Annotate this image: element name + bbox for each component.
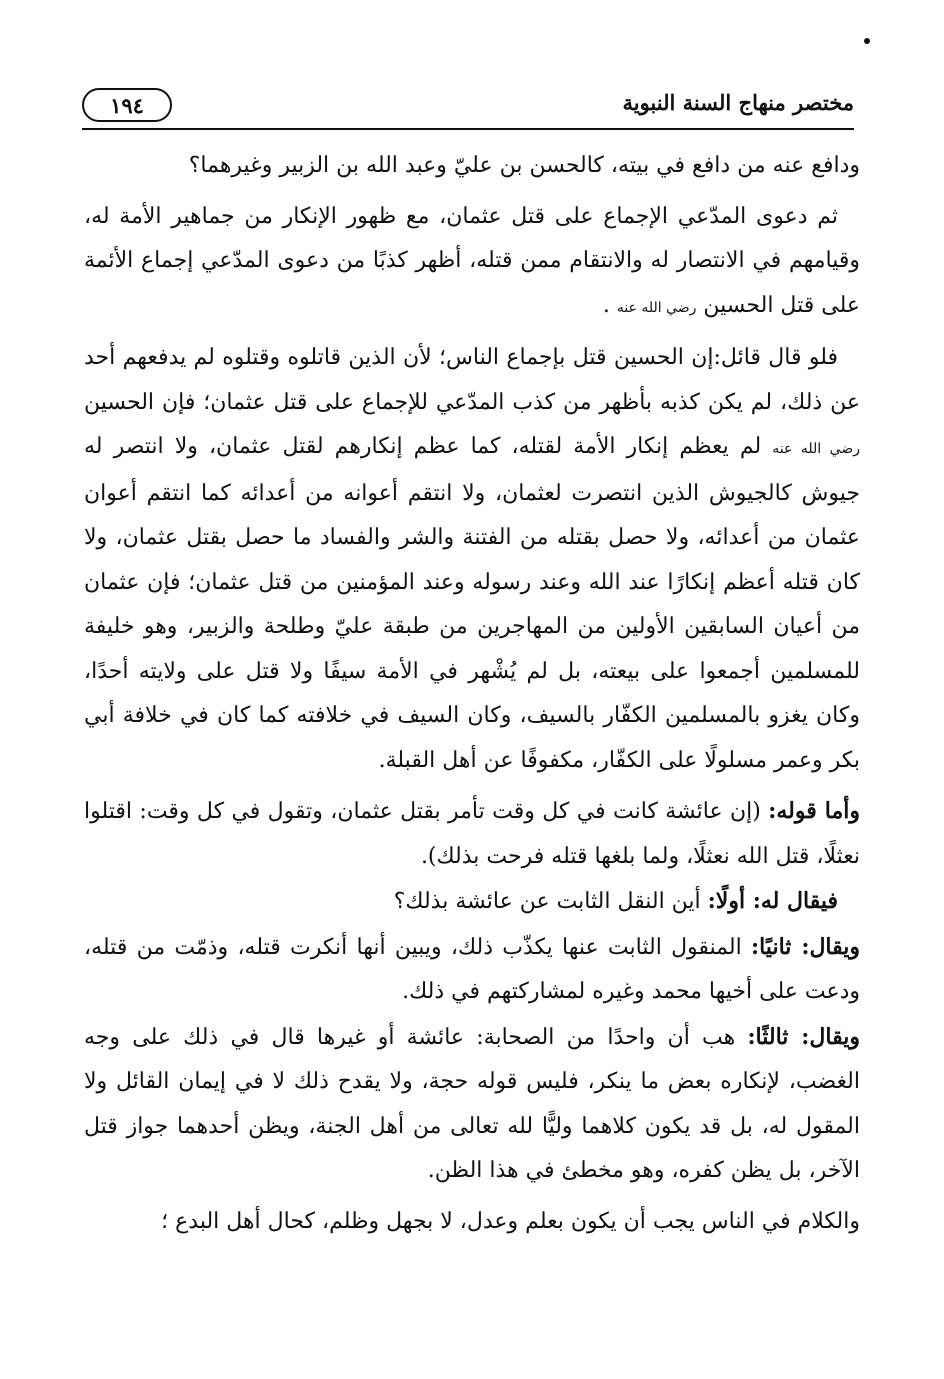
page-number: ١٩٤ bbox=[82, 88, 172, 122]
blessing-glyph: رضي الله عنه bbox=[616, 299, 697, 316]
paragraph-3: فلو قال قائل:إن الحسين قتل بإجماع الناس؛ لأن الذين قاتلوه وقتلوه لم يدفعهم أحد عن ذلك، لم يكن كذبه بأظهر من كذب المدّعي للإجماع على قتل عثمان؛ فإن الحسين رضي الله عنه لم يعظم إنكار الأمة لقتله، كما عظم إنكارهم لقتل عثمان، ولا انتصر له جيوش كالجيوش الذين انتصرت لعثمان، ولا انتقم أعوانه من أعدائه كما انتقم أعوان عثمان من أعدائه، ولا حصل بقتله من الفتنة والشر والفساد ما حصل بقتل عثمان، ولا كان قتله أعظم إنكارًا عند الله وعند رسوله وعند المؤمنين من قتل عثمان؛ فإن عثمان من أعيان السابقين الأولين من المهاجرين من طبقة عليّ وطلحة والزبير، وهو خليفة للمسلمين أجمعوا على بيعته، بل لم يُشْهر في الأمة سيفًا ولا قتل على ولايته أحدًا، وكان يغزو بالمسلمين الكفّار بالسيف، وكان السيف في خلافته كما كان في خلافة أبي بكر وعمر مسلولًا على الكفّار، مكفوفًا عن أهل القبلة. bbox=[84, 345, 860, 773]
paragraph-7: ويقال: ثالثًا: هب أن واحدًا من الصحابة: عائشة أو غيرها قال في ذلك على وجه الغضب، لإنكاره بعض ما ينكر، فليس قوله حجة، ولا يقدح ذلك لا في إيمان القائل ولا المقول له، بل قد يكون كلاهما وليًّا لله تعالى من أهل الجنة، ويظن أحدهما جواز قتل الآخر، بل يظن كفره، وهو مخطئ في هذا الظن. bbox=[84, 1023, 860, 1183]
page-header bbox=[82, 86, 854, 130]
paragraph-5: فيقال له: أولًا: أين النقل الثابت عن عائشة بذلك؟ bbox=[393, 888, 838, 914]
paragraph-8: والكلام في الناس يجب أن يكون بعلم وعدل، لا بجهل وظلم، كحال أهل البدع ؛ bbox=[161, 1208, 860, 1234]
paragraph-lead: ويقال: ثالثًا: bbox=[747, 1023, 860, 1050]
paragraph-lead: فيقال له: أولًا: bbox=[707, 888, 838, 914]
paragraph-1: ودافع عنه من دافع في بيته، كالحسن بن عليّ وعبد الله بن الزبير وغيرهما؟ bbox=[188, 153, 860, 178]
paragraph-2: ثم دعوى المدّعي الإجماع على قتل عثمان، مع ظهور الإنكار من جماهير الأمة له، وقيامهم في الانتصار له والانتقام ممن قتله، أظهر كذبًا من دعوى المدّعي إجماع الأئمة على قتل الحسين رضي الله عنه . bbox=[84, 203, 860, 318]
blessing-glyph: رضي الله عنه bbox=[772, 441, 860, 457]
paragraph-lead: وأما قوله: bbox=[768, 798, 860, 824]
header-rule bbox=[82, 128, 854, 130]
paragraph-lead: ويقال: ثانيًا: bbox=[750, 933, 861, 960]
running-title: مختصر منهاج السنة النبوية bbox=[622, 90, 854, 115]
margin-dot bbox=[864, 38, 870, 44]
paragraph-4: وأما قوله: (إن عائشة كانت في كل وقت تأمر بقتل عثمان، وتقول في كل وقت: اقتلوا نعثلًا، قتل الله نعثلًا، ولما بلغها قتله فرحت بذلك). bbox=[84, 798, 860, 869]
paragraph-6: ويقال: ثانيًا: المنقول الثابت عنها يكذّب ذلك، ويبين أنها أنكرت قتله، وذمّت من قتله، ودعت على أخيها محمد وغيره لمشاركتهم في ذلك. bbox=[84, 933, 861, 1004]
page-body bbox=[84, 144, 860, 1244]
